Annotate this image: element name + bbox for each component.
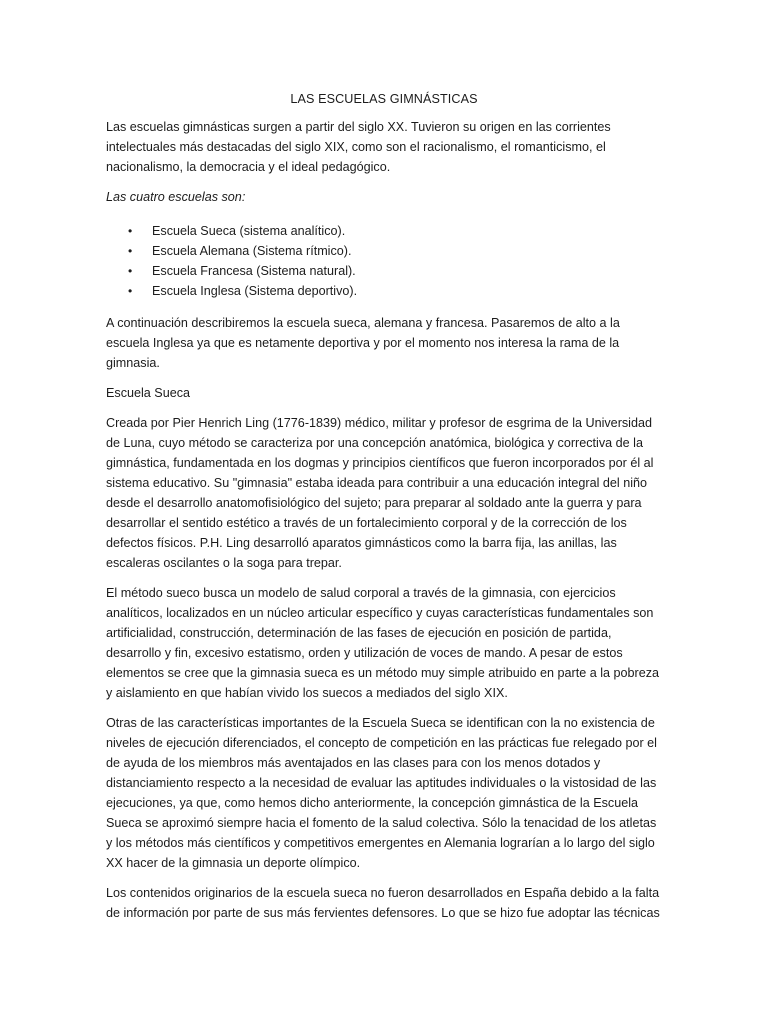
bullet-icon: • [128,224,133,238]
body-paragraph: El método sueco busca un modelo de salud corporal a través de la gimnasia, con ejercicios analíticos, localizados en un núcleo articular específico y cuyas características fundamentales son artificialidad, construcción, determinación de las fases de ejecución en posición de partida, desarrollo y fin, excesivo estatismo, orden y utilización de voces de mando. A pesar de estos elementos se cree que la gimnasia sueca es un método muy simple atribuido en parte a la pobreza y aislamiento en que habían vivido los suecos a mediados del siglo XIX. [106,586,660,700]
body-paragraph: Creada por Pier Henrich Ling (1776-1839) médico, militar y profesor de esgrima de la Universidad de Luna, cuyo método se caracteriza por una concepción anatómica, biológica y correctiva de la gimnástica, fundamentada en los dogmas y principios científicos que fueron incorporados por él al sistema educativo. Su "gimnasia" estaba ideada para contribuir a una educación integral del niño desde el desarrollo anatomofisiológico del sujeto; para preparar al soldado ante la guerra y para desarrollar el sentido estético a través de un fortalecimiento corporal y de la corrección de los defectos físicos. P.H. Ling desarrolló aparatos gimnásticos como la barra fija, las anillas, las escaleras oscilantes o la soga para trepar. [106,416,654,570]
bullet-icon: • [128,284,133,298]
list-item-text: Escuela Sueca (sistema analítico). [152,224,346,238]
list-item-text: Escuela Francesa (Sistema natural). [152,264,356,278]
list-item [106,281,662,301]
section-heading: Escuela Sueca [106,386,191,400]
body-paragraph: Otras de las características importantes de la Escuela Sueca se identifican con la no existencia de niveles de ejecución diferenciados, el concepto de competición en las prácticas fue relegado por el de ayuda de los miembros más aventajados en las clases para con los menos dotados y distanciamiento respecto a la necesidad de evaluar las aptitudes individuales o la vistosidad de las ejecuciones, ya que, como hemos dicho anteriormente, la concepción gimnástica de la Escuela Sueca se aproximó siempre hacia el fomento de la salud colectiva. Sólo la tenacidad de los atletas y los métodos más científicos y competitivos emergentes en Alemania lograrían a lo largo del siglo XX hacer de la gimnasia un deporte olímpico. [106,716,657,870]
document-page [106,92,662,933]
bullet-icon: • [128,264,133,278]
list-item [106,261,662,281]
schools-list [106,221,662,301]
schools-list-lead: Las cuatro escuelas son: [106,190,246,204]
list-item-text: Escuela Inglesa (Sistema deportivo). [152,284,358,298]
list-item-text: Escuela Alemana (Sistema rítmico). [152,244,352,258]
document-title: LAS ESCUELAS GIMNÁSTICAS [290,92,478,106]
list-item [106,241,662,261]
continuation-paragraph: A continuación describiremos la escuela sueca, alemana y francesa. Pasaremos de alto a la escuela Inglesa ya que es netamente deportiva y por el momento nos interesa la rama de la gimnasia. [106,316,620,370]
body-paragraph: Los contenidos originarios de la escuela sueca no fueron desarrollados en España debido a la falta de información por parte de sus más fervientes defensores. Lo que se hizo fue adoptar las técnicas [106,886,660,920]
bullet-icon: • [128,244,133,258]
list-item [106,221,662,241]
intro-paragraph: Las escuelas gimnásticas surgen a partir del siglo XX. Tuvieron su origen en las corrientes intelectuales más destacadas del siglo XIX, como son el racionalismo, el romanticismo, el nacionalismo, la democracia y el ideal pedagógico. [106,120,611,174]
